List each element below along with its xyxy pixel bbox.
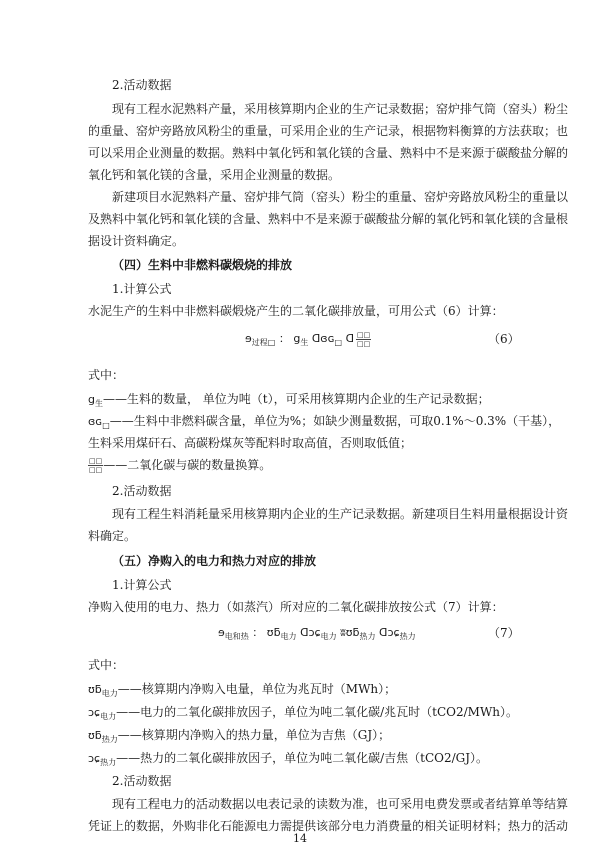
- eq-symbol: ɘ: [245, 332, 252, 345]
- equation-number-6: （6）: [488, 332, 520, 346]
- paragraph-line: 生料采用煤矸石、高碳粉煤灰等配料时取高值，否则取低值；: [88, 436, 413, 450]
- variable-definition: [88, 390, 490, 413]
- variable-definition: [88, 412, 560, 435]
- where-label: 式中：: [88, 368, 125, 382]
- paragraph-line: 水泥生产的生料中非燃料碳煅烧产生的二氧化碳排放量，可用公式（6）计算：: [88, 304, 504, 318]
- var-symbol: ʊƃ: [88, 683, 102, 696]
- eq-fraction-numerator: □□: [357, 330, 371, 339]
- var-symbol: ɔɕ: [88, 752, 101, 765]
- equation-6: [245, 330, 371, 352]
- eq-symbol: ᗡɔɕ: [300, 626, 321, 639]
- eq-subscript: 电和热: [224, 632, 249, 641]
- eq-subscript: 电力: [320, 632, 337, 641]
- def-fraction-numerator: □□: [89, 457, 103, 465]
- eq-fraction-denominator: □□: [357, 339, 371, 348]
- var-text: ——电力的二氧化碳排放因子，单位为吨二氧化碳/兆瓦时（tCO2/MWh）。: [116, 705, 519, 719]
- var-text: ——二氧化碳与碳的数量换算。: [103, 458, 272, 472]
- paragraph-line: 现有工程生料消耗量采用核算期内企业的生产记录数据。新建项目生料用量根据设计资: [112, 507, 569, 521]
- paragraph-line: 据设计资料确定。: [88, 234, 185, 248]
- paragraph-line: 氧化钙和氧化镁的含量，采用企业测量的数据。: [88, 168, 341, 182]
- var-text: ——热力的二氧化碳排放因子，单位为吨二氧化碳/吉焦（tCO2/GJ）。: [116, 751, 489, 765]
- section-title-raw-meal-carbon: （四）生料中非燃料碳煅烧的排放: [112, 258, 293, 272]
- paragraph-line: 的重量、窑炉旁路放风粉尘的重量，可采用企业的生产记录，根据物料衡算的方法获取；也: [88, 124, 569, 138]
- section-heading-activity-data: 2.活动数据: [112, 78, 172, 92]
- subheading-activity-data: 2.活动数据: [112, 774, 172, 788]
- paragraph-line: 可以采用企业测量的数据。熟料中氧化钙和氧化镁的含量、熟料中不是来源于碳酸盐分解的: [88, 146, 569, 160]
- paragraph-line: 新建项目水泥熟料产量、窑炉排气筒（窑头）粉尘的重量、窑炉旁路放风粉尘的重量以: [112, 190, 569, 204]
- eq-subscript: □: [334, 338, 343, 347]
- var-subscript: 热力: [100, 758, 117, 767]
- where-label: 式中：: [88, 658, 125, 672]
- subheading-formula: 1.计算公式: [112, 282, 172, 296]
- eq-symbol: ᗡɔɕ: [379, 626, 400, 639]
- var-symbol: ɞɢ: [88, 415, 103, 428]
- paragraph-line: 凭证上的数据，外购非化石能源电力需提供该部分电力消费量的相关证明材料；热力的活动: [88, 819, 569, 833]
- var-symbol: ʊƃ: [88, 729, 102, 742]
- eq-symbol: ʬʊƃ: [340, 626, 360, 639]
- variable-definition: [88, 703, 518, 726]
- eq-fraction: [356, 331, 371, 348]
- eq-symbol: ᗡɞɢ: [311, 332, 335, 345]
- equation-number-7: （7）: [488, 626, 520, 640]
- eq-subscript: 生: [300, 338, 309, 347]
- eq-subscript: 电力: [280, 632, 297, 641]
- paragraph-line: 现有工程水泥熟料产量，采用核算期内企业的生产记录数据；窑炉排气筒（窑头）粉尘: [112, 102, 569, 116]
- eq-subscript: 热力: [359, 632, 376, 641]
- def-fraction-denominator: □□: [89, 466, 103, 474]
- paragraph-line: 现有工程电力的活动数据以电表记录的读数为准，也可采用电费发票或者结算单等结算: [112, 797, 569, 811]
- var-subscript: 电力: [100, 712, 117, 721]
- var-text: ——核算期内净购入电量，单位为兆瓦时（MWh）；: [117, 682, 397, 696]
- eq-subscript: 过程□: [251, 338, 276, 347]
- subheading-formula: 1.计算公式: [112, 578, 172, 592]
- var-text: ——核算期内净购入的热力量，单位为吉焦（GJ）；: [117, 728, 391, 742]
- paragraph-line: 净购入使用的电力、热力（如蒸汽）所对应的二氧化碳排放按公式（7）计算：: [88, 600, 504, 614]
- var-subscript: 电力: [101, 689, 118, 698]
- subheading-activity-data: 2.活动数据: [112, 484, 172, 498]
- var-text: ——生料中非燃料碳含量，单位为%；如缺少测量数据，可取0.1%～0.3%（干基），: [109, 414, 561, 428]
- eq-symbol: ʊƃ: [266, 626, 281, 639]
- paragraph-line: 及熟料中氧化钙和氧化镁的含量、熟料中不是来源于碳酸盐分解的氧化钙和氧化镁的含量根: [88, 212, 569, 226]
- variable-definition-fraction: [88, 456, 271, 474]
- page-number: 14: [293, 832, 307, 845]
- variable-definition: [88, 726, 390, 749]
- eq-operator: ：: [278, 332, 290, 345]
- var-symbol: ɔɕ: [88, 706, 101, 719]
- eq-symbol: ᗡ: [345, 332, 355, 345]
- eq-subscript: 热力: [399, 632, 416, 641]
- var-symbol: g: [88, 393, 95, 406]
- variable-definition: [88, 749, 488, 772]
- eq-symbol: ɘ: [218, 626, 225, 639]
- variable-definition: [88, 680, 396, 703]
- var-subscript: 生: [94, 399, 103, 408]
- var-subscript: 热力: [101, 735, 118, 744]
- def-fraction: [88, 457, 103, 474]
- eq-symbol: g: [293, 332, 301, 345]
- equation-7: [218, 624, 416, 646]
- var-text: ——生料的数量， 单位为吨（t），可采用核算期内企业的生产记录数据；: [102, 392, 490, 406]
- section-title-purchased-power-heat: （五）净购入的电力和热力对应的排放: [112, 554, 317, 568]
- var-subscript: □: [102, 421, 110, 430]
- paragraph-line: 料确定。: [88, 529, 137, 543]
- eq-operator: ：: [252, 626, 264, 639]
